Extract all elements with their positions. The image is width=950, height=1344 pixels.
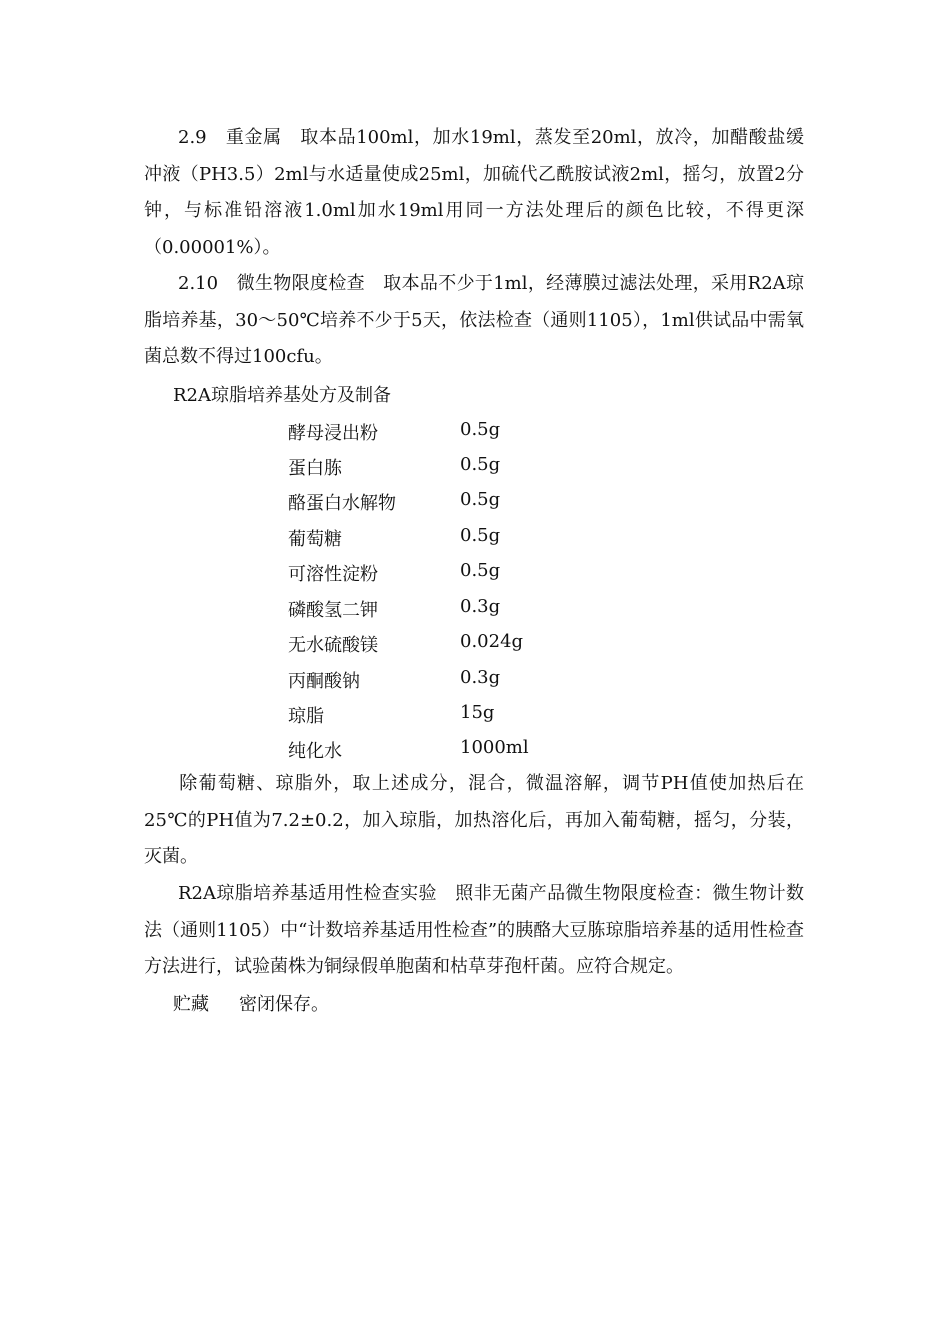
recipe-row [0, 525, 950, 549]
recipe-ingredient: 琼脂 [288, 706, 324, 727]
recipe-row [0, 702, 950, 726]
r2a-recipe-heading: R2A琼脂培养基处方及制备 [173, 385, 392, 406]
storage-label: 贮藏 [173, 994, 209, 1015]
recipe-ingredient: 蛋白胨 [288, 458, 342, 479]
recipe-row [0, 454, 950, 478]
storage-text: 密闭保存。 [239, 994, 329, 1015]
recipe-row [0, 667, 950, 691]
preparation-text: 除葡萄糖、琼脂外，取上述成分，混合，微温溶解，调节PH值使加热后在25℃的PH值为7.2±0.2，加入琼脂，加热溶化后，再加入葡萄糖，摇匀，分装，灭菌。 [144, 773, 804, 867]
section-heavy-metals [144, 120, 804, 266]
recipe-amount: 0.5g [460, 489, 501, 510]
recipe-ingredient: 酵母浸出粉 [288, 423, 378, 444]
suitability-text: R2A琼脂培养基适用性检查实验 照非无菌产品微生物限度检查：微生物计数法（通则1105）中“计数培养基适用性检查”的胰酪大豆胨琼脂培养基的适用性检查方法进行，试验菌株为铜绿假单胞菌和枯草芽孢杆菌。应符合规定。 [144, 883, 804, 977]
recipe-row [0, 737, 950, 761]
suitability-paragraph [144, 876, 804, 986]
recipe-amount: 0.5g [460, 454, 501, 475]
preparation-paragraph [144, 766, 804, 876]
storage-line [173, 993, 329, 1017]
recipe-amount: 0.5g [460, 419, 501, 440]
recipe-amount: 15g [460, 702, 495, 723]
recipe-ingredient: 丙酮酸钠 [288, 671, 360, 692]
recipe-row [0, 419, 950, 443]
recipe-ingredient: 无水硫酸镁 [288, 635, 378, 656]
recipe-amount: 0.5g [460, 560, 501, 581]
recipe-ingredient: 可溶性淀粉 [288, 564, 378, 585]
recipe-ingredient: 磷酸氢二钾 [288, 600, 378, 621]
section-microbial-limit [144, 266, 804, 376]
recipe-row [0, 560, 950, 584]
recipe-amount: 0.3g [460, 667, 501, 688]
recipe-amount: 0.5g [460, 525, 501, 546]
recipe-ingredient: 纯化水 [288, 741, 342, 762]
recipe-ingredient: 酪蛋白水解物 [288, 493, 396, 514]
recipe-amount: 0.024g [460, 631, 524, 652]
section-microbial-limit-text: 2.10 微生物限度检查 取本品不少于1ml，经薄膜过滤法处理，采用R2A琼脂培养基，30～50℃培养不少于5天，依法检查（通则1105），1ml供试品中需氧菌总数不得过100cfu。 [144, 273, 804, 367]
recipe-row [0, 489, 950, 513]
recipe-amount: 1000ml [460, 737, 529, 758]
recipe-row [0, 596, 950, 620]
recipe-ingredient: 葡萄糖 [288, 529, 342, 550]
section-heavy-metals-text: 2.9 重金属 取本品100ml，加水19ml，蒸发至20ml，放冷，加醋酸盐缓冲液（PH3.5）2ml与水适量使成25ml，加硫代乙酰胺试液2ml，摇匀，放置2分钟，与标准铅溶液1.0ml加水19ml用同一方法处理后的颜色比较，不得更深（0.00001%）。 [144, 127, 804, 258]
recipe-amount: 0.3g [460, 596, 501, 617]
recipe-row [0, 631, 950, 655]
